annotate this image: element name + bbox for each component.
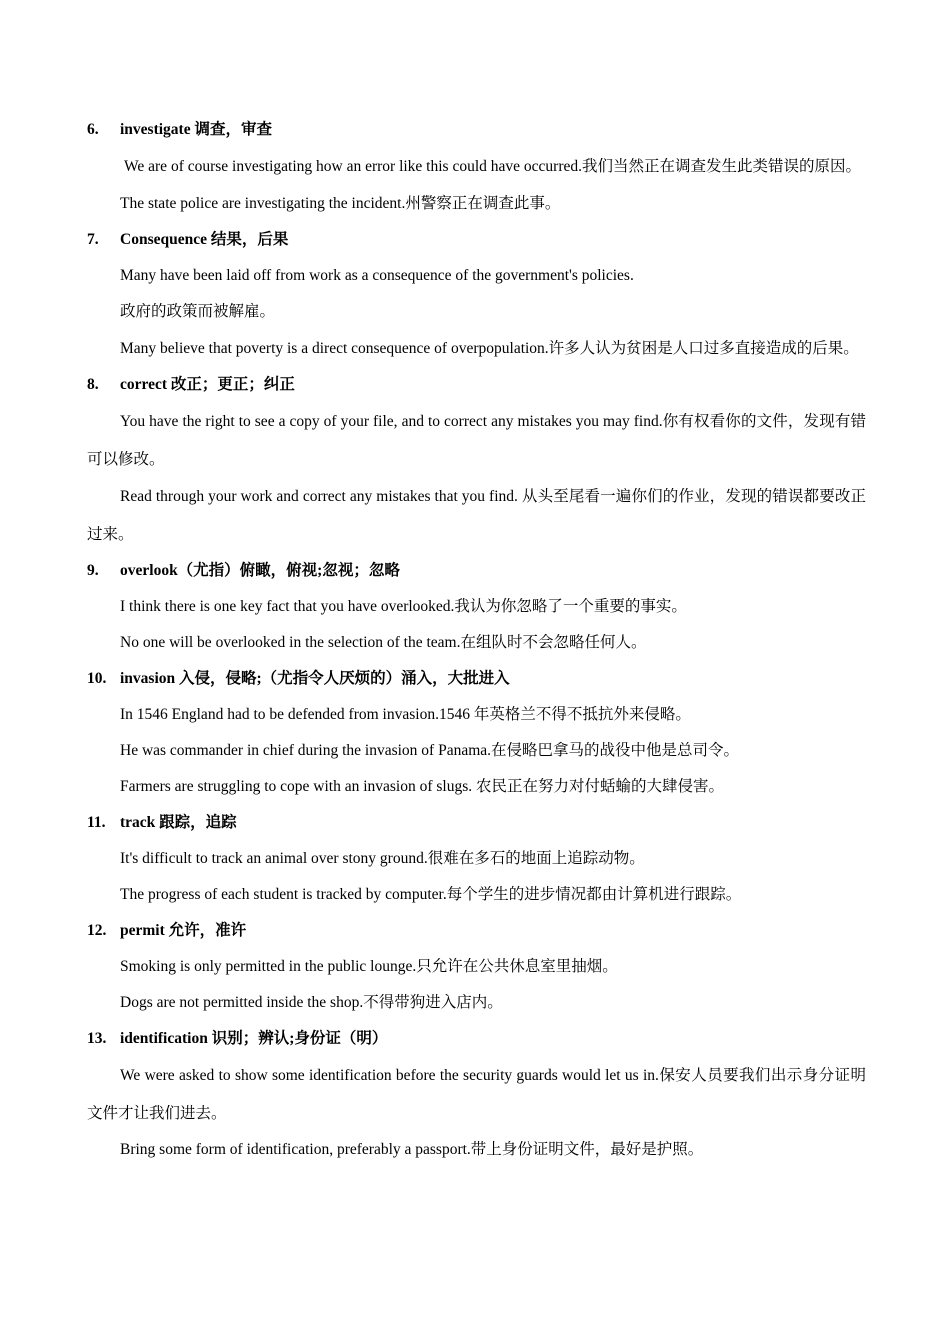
vocabulary-list bbox=[87, 112, 866, 1168]
entry-heading bbox=[87, 1021, 866, 1057]
example-sentence: Many have been laid off from work as a consequence of the government's policies. bbox=[120, 266, 634, 284]
entry-heading bbox=[87, 112, 866, 148]
example-sentence: Smoking is only permitted in the public lounge.只允许在公共休息室里抽烟。 bbox=[120, 958, 618, 975]
example-sentence: Bring some form of identification, preferably a passport.带上身份证明文件，最好是护照。 bbox=[120, 1141, 704, 1158]
entry-word: invasion 入侵，侵略;（尤指令人厌烦的）涌入，大批进入 bbox=[120, 670, 510, 687]
entry-number: 7. bbox=[87, 230, 99, 248]
entry-word: overlook（尤指）俯瞰，俯视;忽视；忽略 bbox=[120, 562, 400, 579]
entry-word: track 跟踪，追踪 bbox=[120, 814, 237, 831]
example-sentence: Dogs are not permitted inside the shop.不得带狗进入店内。 bbox=[120, 994, 503, 1011]
entry-number: 11. bbox=[87, 814, 106, 831]
entry-heading bbox=[87, 553, 866, 589]
example-sentence: We were asked to show some identification before the security guards would let us in.保安人员要我们出示身分证明文件才让我们进去。 bbox=[87, 1067, 866, 1122]
example-translation: 政府的政策而被解雇。 bbox=[120, 302, 276, 320]
entry-number: 13. bbox=[87, 1030, 107, 1047]
example-sentence: We are of course investigating how an error like this could have occurred.我们当然正在调查发生此类错误的原因。 bbox=[124, 158, 861, 175]
example-sentence: He was commander in chief during the invasion of Panama.在侵略巴拿马的战役中他是总司令。 bbox=[120, 742, 740, 759]
example-sentence: Many believe that poverty is a direct consequence of overpopulation.许多人认为贫困是人口过多直接造成的后果。 bbox=[120, 339, 859, 357]
entry-heading bbox=[87, 367, 866, 403]
entry-word: permit 允许，准许 bbox=[120, 922, 247, 939]
example-sentence: Farmers are struggling to cope with an invasion of slugs. 农民正在努力对付蛞蝓的大肆侵害。 bbox=[120, 778, 725, 795]
example-sentence: Read through your work and correct any mistakes that you find. 从头至尾看一遍你们的作业，发现的错误都要改正过来。 bbox=[87, 488, 866, 543]
entry-heading bbox=[87, 661, 866, 697]
example-sentence: The progress of each student is tracked by computer.每个学生的进步情况都由计算机进行跟踪。 bbox=[120, 886, 742, 903]
entry-number: 10. bbox=[87, 670, 107, 687]
example-sentence: I think there is one key fact that you have overlooked.我认为你忽略了一个重要的事实。 bbox=[120, 598, 687, 615]
entry-heading bbox=[87, 805, 866, 841]
example-sentence: In 1546 England had to be defended from invasion.1546 年英格兰不得不抵抗外来侵略。 bbox=[120, 706, 691, 723]
entry-word: correct 改正；更正；纠正 bbox=[120, 376, 295, 393]
entry-heading bbox=[87, 222, 866, 258]
entry-heading bbox=[87, 913, 866, 949]
example-sentence: The state police are investigating the incident.州警察正在调查此事。 bbox=[120, 194, 561, 212]
example-sentence: It's difficult to track an animal over stony ground.很难在多石的地面上追踪动物。 bbox=[120, 850, 645, 867]
entry-number: 9. bbox=[87, 562, 99, 579]
entry-word: investigate 调查，审查 bbox=[120, 121, 272, 138]
entry-number: 6. bbox=[87, 121, 99, 138]
example-sentence: You have the right to see a copy of your file, and to correct any mistakes you may find.你有权看你的文件，发现有错可以修改。 bbox=[87, 413, 866, 468]
entry-word: identification 识别；辨认;身份证（明） bbox=[120, 1030, 388, 1047]
entry-number: 8. bbox=[87, 376, 99, 393]
entry-word: Consequence 结果，后果 bbox=[120, 230, 289, 248]
example-sentence: No one will be overlooked in the selection of the team.在组队时不会忽略任何人。 bbox=[120, 634, 647, 651]
entry-number: 12. bbox=[87, 922, 107, 939]
